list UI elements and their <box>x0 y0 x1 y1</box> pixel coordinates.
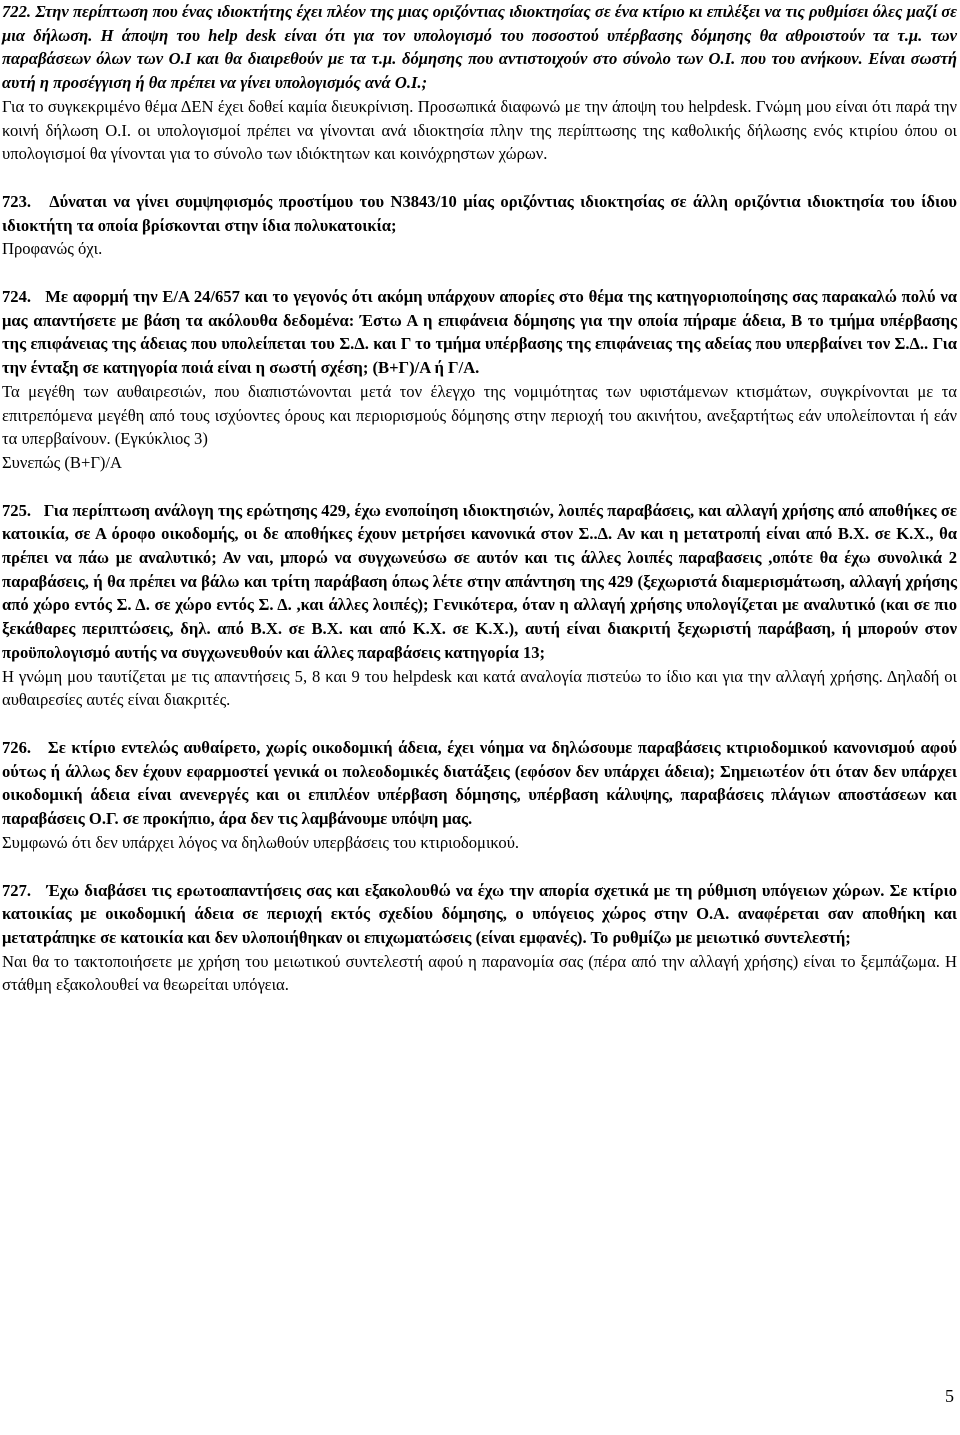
answer-726: Συμφωνώ ότι δεν υπάρχει λόγος να δηλωθούν υπερβάσεις του κτιριοδομικού. <box>2 832 520 852</box>
answer-724: Τα μεγέθη των αυθαιρεσιών, που διαπιστώνονται μετά τον έλεγχο της νομιμότητας των υφιστάμενων κτισμάτων, συγκρίνονται με τα επιτρεπόμενα μεγέθη από τους ισχύοντες όρους και περιορισμούς δόμησης στην περιοχή του ακινήτου, ανεξαρτήτως εάν υπολείπονται ή εάν τα υπερβαίνουν. (Εγκύκλιος 3) <box>2 381 957 449</box>
qa-entry-725 <box>2 499 957 712</box>
question-number: 727. <box>2 880 32 900</box>
answer-725: Η γνώμη μου ταυτίζεται με τις απαντήσεις 5, 8 και 9 του helpdesk και κατά αναλογία πιστεύω το ίδιο και για την αλλαγή χρήσης. Δηλαδή οι αυθαιρεσίες αυτές είναι διακριτές. <box>2 666 957 710</box>
question-723 <box>2 190 957 237</box>
qa-entry-722 <box>2 0 957 166</box>
answer-722: Για το συγκεκριμένο θέμα ΔΕΝ έχει δοθεί καμία διευκρίνιση. Προσωπικά διαφωνώ με την άποψη του helpdesk. Γνώμη μου είναι ότι παρά την κοινή δήλωση Ο.Ι. οι υπολογισμοί πρέπει να γίνονται ανά ιδιοκτησία πλην της περίπτωσης της καθολικής δήλωσης ενός κτιρίου όπου οι υπολογισμοί θα γίνονται για το σύνολο των ιδιόκτητων και κοινόχρηστων χώρων. <box>2 96 957 164</box>
qa-entry-723 <box>2 190 957 261</box>
qa-entry-726 <box>2 736 957 855</box>
question-text: Για περίπτωση ανάλογη της ερώτησης 429, έχω ενοποίηση ιδιοκτησιών, λοιπές παραβάσεις, και αλλαγή χρήσης από αποθήκες σε κατοικία, σε Α όροφο οικοδομής, οι δε αποθήκες έχουν μετρήσει κανονικά στον Σ..Δ. Αν και η μετατροπή είναι από Β.Χ. σε Κ.Χ., θα πρέπει να πάω με αναλυτικό; Αν ναι, μπορώ να συγχωνεύσω σε αυτόν και τις άλλες λοιπές παραβασεις ,οπότε θα έχω συνολικά 2 παραβάσεις, ή θα πρέπει να βάλω και τρίτη παράβαση όπως λέτε στην απάντηση της 429 (ξεχωριστά διαμερισμάτωση, αλλαγή χρήσης από χώρο εντός Σ. Δ. σε χώρο εντός Σ. Δ. ,και άλλες λοιπές); Γενικότερα, όταν η αλλαγή χρήσης υπολογίζεται με αναλυτικό (και σε πιο ξεκάθαρες περιπτώσεις, δηλ. από Β.Χ. σε Β.Χ. και από Κ.Χ. σε Κ.Χ.), αυτή είναι διακριτή ξεχωριστή παράβαση, ή μπορούν στον προϋπολογισμό αυτής να συγχωνευθούν και άλλες παραβάσεις κατηγορία 13; <box>2 500 957 662</box>
question-724 <box>2 285 957 380</box>
page-number: 5 <box>945 1386 954 1406</box>
answer-723: Προφανώς όχι. <box>2 239 103 259</box>
question-number: 724. <box>2 287 32 307</box>
question-722: 722. Στην περίπτωση που ένας ιδιοκτήτης έχει πλέον της μιας οριζόντιας ιδιοκτησίας σε ένα κτίριο κι επιλέξει να τις ρυθμίσει όλες μαζί σε μια δήλωση. Η άποψη του help desk είναι ότι για τον υπολογισμό του ποσοστού υπέρβασης δόμησης θα αθροιστούν τα τ.μ. των παραβάσεων όλων των Ο.Ι και θα διαιρεθούν με τα τ.μ. δόμησης που αντιστοιχούν στο σύνολο των Ο.Ι. που του ανήκουν. Είναι σωστή αυτή η προσέγγιση ή θα πρέπει να γίνει υπολογισμός ανά Ο.Ι.; <box>2 2 957 93</box>
qa-entry-727 <box>2 879 957 998</box>
question-text: Σε κτίριο εντελώς αυθαίρετο, χωρίς οικοδομική άδεια, έχει νόημα να δηλώσουμε παραβάσεις κτιριοδομικού κανονισμού αφού ούτως ή άλλως δεν έχουν εφαρμοστεί γενικά οι πολεοδομικές διατάξεις (εφόσον δεν υπάρχει άδεια); Σημειωτέον ότι όταν δεν υπάρχει οικοδομική άδεια είναι ανενεργές και οι επιπλέον υπέρβαση δόμησης, υπέρβαση κάλυψης, παραβάσεις πλάγιων αποστάσεων και παραβάσεις Ο.Γ. σε προκήπιο, άρα δεν τις λαμβάνουμε υπόψη μας. <box>2 737 957 829</box>
document-page <box>2 0 957 997</box>
question-number: 725. <box>2 500 32 520</box>
question-726 <box>2 736 957 831</box>
answer-724-conclusion: Συνεπώς (Β+Γ)/Α <box>2 452 123 472</box>
question-number: 726. <box>2 737 32 757</box>
answer-727: Ναι θα το τακτοποιήσετε με χρήση του μειωτικού συντελεστή αφού η παρανομία σας (πέρα από την αλλαγή χρήσης) είναι το ξεμπάζωμα. Η στάθμη εξακολουθεί να θεωρείται υπόγεια. <box>2 951 957 995</box>
qa-entry-724 <box>2 285 957 475</box>
question-text: Έχω διαβάσει τις ερωτοαπαντήσεις σας και εξακολουθώ να έχω την απορία σχετικά με τη ρύθμιση υπόγειων χώρων. Σε κτίριο κατοικίας με οικοδομική άδεια σε περιοχή εκτός σχεδίου δόμησης, ο υπόγειος χώρος στην Ο.Α. αναφέρεται σαν αποθήκη και μετατράπηκε σε κατοικία και δεν υλοποιήθηκαν οι επιχωματώσεις (είναι εμφανές). Το ρυθμίζω με μειωτικό συντελεστή; <box>2 880 957 947</box>
question-725 <box>2 499 957 665</box>
question-727 <box>2 879 957 950</box>
question-text: Δύναται να γίνει συμψηφισμός προστίμου του Ν3843/10 μίας οριζόντιας ιδιοκτησίας σε άλλη οριζόντια ιδιοκτησία του ίδιου ιδιοκτήτη τα οποία βρίσκονται στην ίδια πολυκατοικία; <box>2 191 958 235</box>
question-text: Με αφορμή την Ε/Α 24/657 και το γεγονός ότι ακόμη υπάρχουν απορίες στο θέμα της κατηγοριοποίησης σας παρακαλώ πολύ να μας απαντήσετε με βάση τα ακόλουθα δεδομένα: Έστω Α η επιφάνεια δόμησης για την οποία πήραμε άδεια, Β το τμήμα υπέρβασης της επιφάνειας της άδειας που υπολείπεται του Σ.Δ. και Γ το τμήμα υπέρβασης της επιφάνειας της αδείας που υπερβαίνει τον Σ.Δ.. Για την ένταξη σε κατηγορία ποιά είναι η σωστή σχέση; (Β+Γ)/Α ή Γ/Α. <box>2 287 957 378</box>
question-number: 723. <box>2 191 32 211</box>
